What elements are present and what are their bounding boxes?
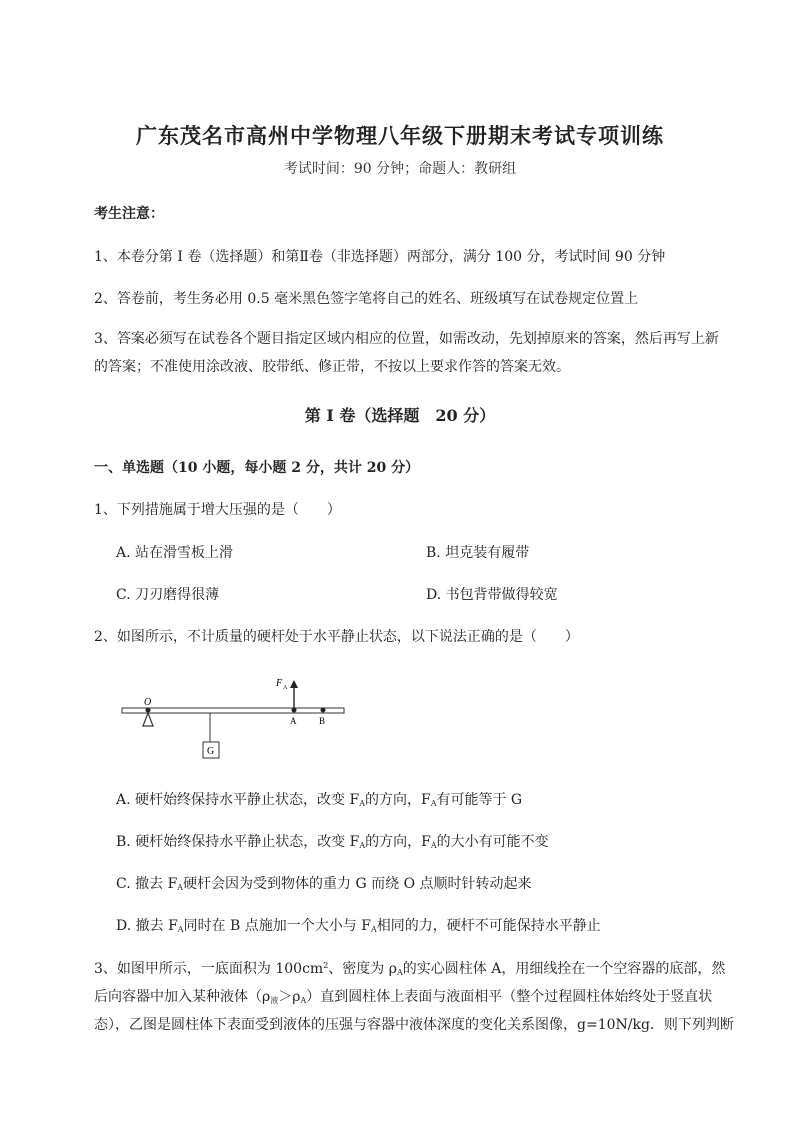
question-3-line-2: 后向容器中加入某种液体$(\rho_液>\rho_A)$直到圆柱体上表面与液面相平（整个过程圆柱体始终处于竖直状 [94, 989, 713, 1005]
question-3-line-3: 态），乙图是圆柱体下表面受到液体的压强与容器中液体深度的变化关系图像，g=10N/kg．则下列判断 [94, 1017, 734, 1033]
section-title: 第 I 卷（选择题 20 分） [304, 406, 496, 425]
label-o: O [144, 697, 152, 708]
question-2-option-b: B. 硬杆始终保持水平静止状态，改变 $F_A$的方向，$F_A$的大小有可能不变 [116, 834, 549, 850]
question-1-stem: 1、下列措施属于增大压强的是（ ） [94, 502, 341, 518]
question-2-stem: 2、如图所示，不计质量的硬杆处于水平静止状态，以下说法正确的是（ ） [94, 629, 579, 645]
label-b: B [319, 716, 326, 726]
force-arrow-icon [290, 680, 298, 688]
lever-bar [122, 708, 344, 713]
label-a: A [290, 716, 297, 726]
page-title: 广东茂名市高州中学物理八年级下册期末考试专项训练 [136, 123, 664, 148]
question-1-option-d: D. 书包背带做得较宽 [426, 587, 558, 603]
question-2-option-a: A. 硬杆始终保持水平静止状态，改变 $F_A$的方向，$F_A$有可能等于 G [116, 792, 523, 808]
question-1-option-b: B. 坦克装有履带 [426, 545, 530, 561]
notice-item-2: 2、答卷前，考生务必用 0.5 毫米黑色签字笔将自己的姓名、班级填写在试卷规定位置上 [94, 291, 639, 307]
part-title: 一、单选题（10 小题，每小题 2 分，共计 20 分） [94, 460, 420, 476]
question-1-option-a: A. 站在滑雪板上滑 [116, 545, 234, 561]
question-1-option-c: C. 刀刃磨得很薄 [116, 587, 220, 603]
notice-item-3: 3、答案必须写在试卷各个题目指定区域内相应的位置，如需改动，先划掉原来的答案，然后再写上新 [94, 331, 719, 347]
question-2-option-c: C. 撤去 $F_A$硬杆会因为受到物体的重力 G 而绕 O 点顺时针转动起来 [116, 876, 532, 892]
lever-diagram [118, 672, 348, 764]
point-b [321, 708, 326, 713]
notice-item-1: 1、本卷分第 I 卷（选择题）和第Ⅱ卷（非选择题）两部分，满分 100 分，考试时间 90 分钟 [94, 249, 666, 265]
notice-item-3-cont: 的答案；不准使用涂改液、胶带纸、修正带，不按以上要求作答的答案无效。 [94, 359, 570, 375]
question-3-line-1: 3、如图甲所示，一底面积为 $100cm^2$、密度为 $\rho_A$的实心圆柱体 A，用细线拴在一个空容器的底部，然 [94, 961, 726, 977]
exam-info: 考试时间：90 分钟；命题人：教研组 [283, 161, 517, 177]
label-g: G [207, 746, 215, 757]
pivot-point-o [146, 708, 151, 713]
notice-label: 考生注意： [94, 206, 164, 222]
point-a [292, 708, 297, 713]
fulcrum-icon [143, 713, 153, 726]
label-f-sub: A [283, 685, 288, 691]
question-2-option-d: D. 撤去 $F_A$同时在 B 点施加一个大小与 $F_A$相同的力，硬杆不可能保持水平静止 [116, 918, 601, 934]
label-f: F [276, 678, 283, 689]
